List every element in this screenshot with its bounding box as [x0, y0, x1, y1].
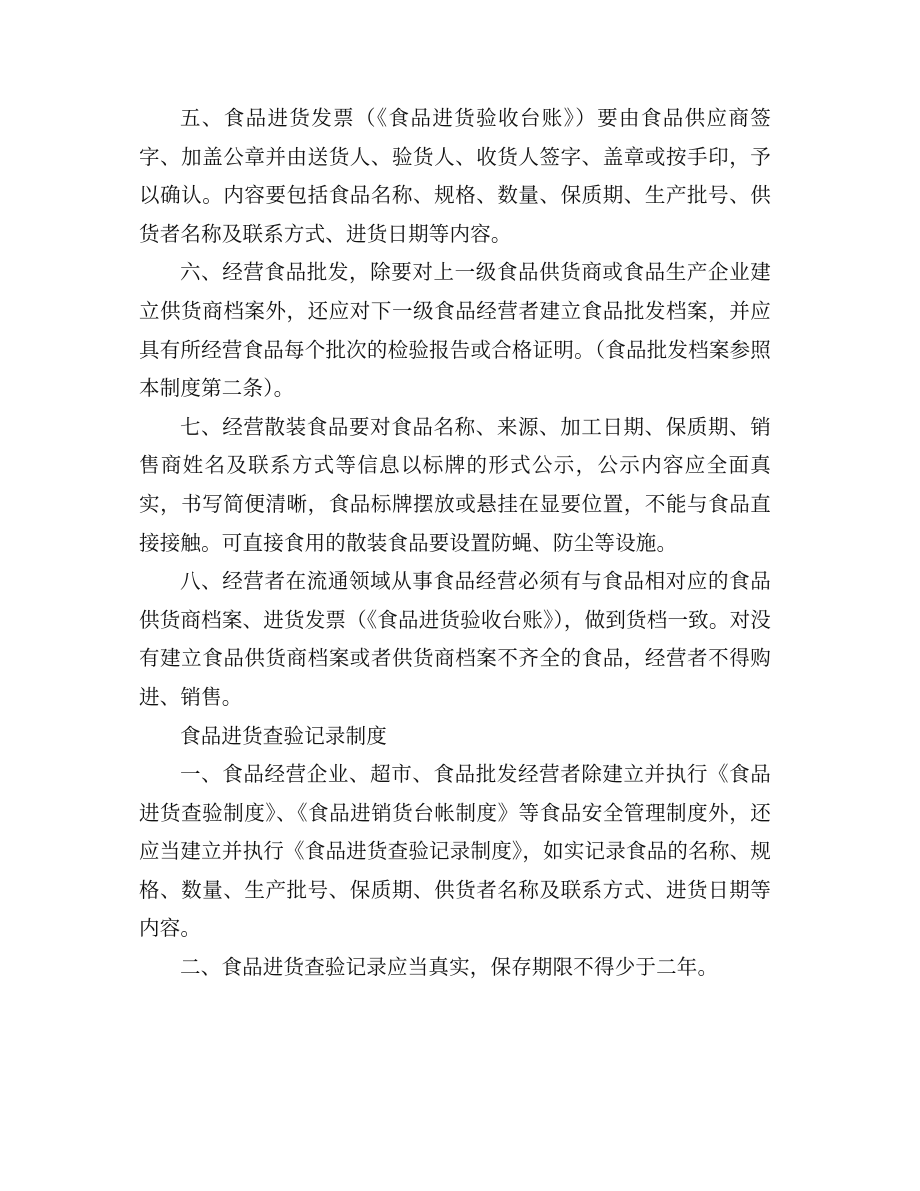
document-body — [139, 99, 771, 987]
section-paragraph-1: 一、食品经营企业、超市、食品批发经营者除建立并执行《食品进货查验制度》、《食品进销货台帐制度》等食品安全管理制度外，还应当建立并执行《食品进货查验记录制度》，如实记录食品的名称、规格、数量、生产批号、保质期、供货者名称及联系方式、进货日期等内容。 — [139, 762, 771, 941]
paragraph-8: 八、经营者在流通领域从事食品经营必须有与食品相对应的食品供货商档案、进货发票（《食品进货验收台账》），做到货档一致。对没有建立食品供货商档案或者供货商档案不齐全的食品，经营者不得购进、销售。 — [139, 569, 771, 709]
section-paragraph-2: 二、食品进货查验记录应当真实，保存期限不得少于二年。 — [180, 955, 719, 980]
paragraph-6: 六、经营食品批发，除要对上一级食品供货商或食品生产企业建立供货商档案外，还应对下一级食品经营者建立食品批发档案，并应具有所经营食品每个批次的检验报告或合格证明。（食品批发档案参照本制度第二条）。 — [139, 260, 771, 401]
paragraph-5: 五、食品进货发票（《食品进货验收台账》）要由食品供应商签字、加盖公章并由送货人、验货人、收货人签字、盖章或按手印，予以确认。内容要包括食品名称、规格、数量、保质期、生产批号、供货者名称及联系方式、进货日期等内容。 — [139, 106, 771, 246]
section-title: 食品进货查验记录制度 — [180, 723, 387, 748]
paragraph-7: 七、经营散装食品要对食品名称、来源、加工日期、保质期、销售商姓名及联系方式等信息以标牌的形式公示，公示内容应全面真实，书写简便清晰，食品标牌摆放或悬挂在显要位置，不能与食品直接接触。可直接食用的散装食品要设置防蝇、防尘等设施。 — [139, 414, 771, 555]
